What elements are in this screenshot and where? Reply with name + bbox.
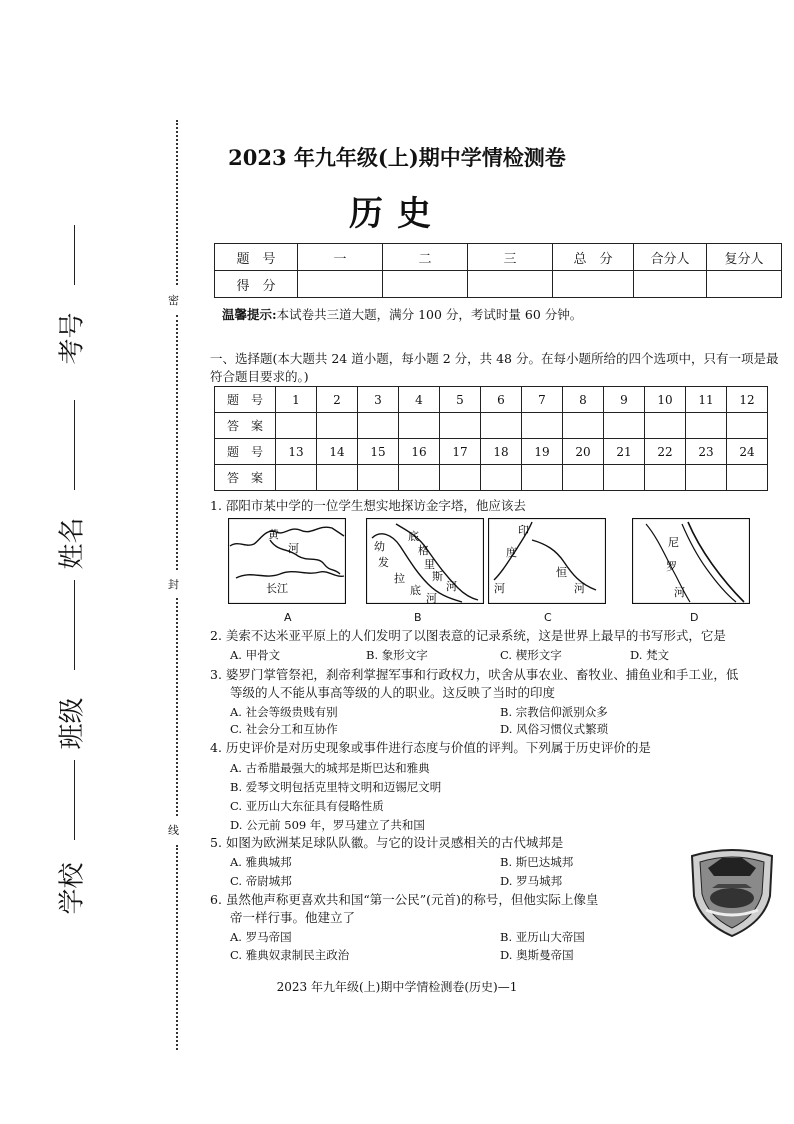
map-b-word: 发 [378,556,389,569]
answer-num: 7 [522,387,563,413]
answer-num: 3 [358,387,399,413]
map-b-word: 幼 [374,540,385,553]
map-c-india [488,518,606,604]
map-b-mesopotamia [366,518,484,604]
answer-num: 8 [563,387,604,413]
score-header-cell: 一 [298,244,383,271]
answer-cell[interactable] [399,413,440,439]
map-b-word: 格 [418,544,429,557]
section1-instructions: 一、选择题(本大题共 24 道小题，每小题 2 分，共 48 分。在每小题所给的四个选项中，只有一项是最符合题目要求的。) [210,351,779,384]
map-c-word: 印 [518,524,529,537]
answer-num: 5 [440,387,481,413]
tip-text: 本试卷共三道大题，满分 100 分，考试时量 60 分钟。 [276,307,583,322]
class-label: 班级 [57,697,88,750]
answer-cell[interactable] [440,465,481,491]
q3-option-b: B. 宗教信仰派别众多 [500,705,608,719]
q5-option-c: C. 帝尉城邦 [230,874,292,888]
score-cell[interactable] [468,271,553,298]
answer-cell[interactable] [399,465,440,491]
question-4: 4. 历史评价是对历史现象或事件进行态度与价值的评判。下列属于历史评价的是 [210,740,651,755]
score-row-label: 得 分 [215,271,298,298]
answer-cell[interactable] [563,413,604,439]
answer-table [214,386,768,491]
question-1: 1. 邵阳市某中学的一位学生想实地探访金字塔，他应该去 [210,498,526,513]
seal-char-xian: 线 [168,824,179,837]
answer-cell[interactable] [481,413,522,439]
q2-option-d: D. 梵文 [630,648,670,662]
map-d-label: D [690,611,699,624]
score-cell[interactable] [634,271,707,298]
answer-cell[interactable] [604,465,645,491]
answer-cell[interactable] [645,413,686,439]
exam-no-label: 考号 [57,312,88,365]
map-b-word: 底 [410,584,421,597]
answer-num: 18 [481,439,522,465]
map-b-word: 河 [446,580,457,593]
map-a-label: A [284,611,292,624]
name-label: 姓名 [57,517,88,570]
answer-num: 13 [276,439,317,465]
score-cell[interactable] [707,271,782,298]
map-b-word: 斯 [432,570,443,583]
q6-option-a: A. 罗马帝国 [230,930,292,944]
map-b-word: 里 [424,558,435,571]
answer-num: 11 [686,387,727,413]
score-header-cell: 二 [383,244,468,271]
question-5: 5. 如图为欧洲某足球队队徽。与它的设计灵感相关的古代城邦是 [210,835,564,850]
seal-char-feng: 封 [168,578,179,591]
seal-dotted-line-upper [176,315,178,570]
answer-num: 1 [276,387,317,413]
map-a-word: 河 [288,542,299,555]
score-header-cell: 合分人 [634,244,707,271]
answer-num: 15 [358,439,399,465]
answer-num: 23 [686,439,727,465]
q6-option-c: C. 雅典奴隶制民主政治 [230,948,350,962]
map-b-word: 河 [426,592,437,604]
map-d-word: 河 [674,586,685,599]
answer-num: 14 [317,439,358,465]
score-header-cell: 三 [468,244,553,271]
answer-cell[interactable] [727,465,768,491]
subject-title: 历史 [349,194,445,234]
answer-num: 21 [604,439,645,465]
answer-cell[interactable] [686,465,727,491]
page-footer: 2023 年九年级(上)期中学情检测卷(历史)—1 [276,980,518,994]
map-b-word: 底 [408,530,419,543]
answer-cell[interactable] [358,413,399,439]
score-header-cell: 总 分 [553,244,634,271]
map-c-word: 度 [506,546,517,559]
answer-num: 12 [727,387,768,413]
answer-num-label: 题 号 [215,439,276,465]
q3-option-c: C. 社会分工和互协作 [230,722,338,736]
answer-cell[interactable] [645,465,686,491]
answer-cell[interactable] [686,413,727,439]
score-header-cell: 题 号 [215,244,298,271]
q2-option-b: B. 象形文字 [366,648,428,662]
map-c-word: 恒 [556,566,567,579]
answer-num: 9 [604,387,645,413]
score-table [214,243,782,298]
map-c-word: 河 [574,582,585,595]
answer-num: 2 [317,387,358,413]
score-cell[interactable] [553,271,634,298]
answer-cell[interactable] [727,413,768,439]
answer-cell[interactable] [440,413,481,439]
answer-cell[interactable] [276,465,317,491]
map-a-word: 黄 [268,528,279,541]
answer-num: 17 [440,439,481,465]
answer-row-label: 答 案 [215,413,276,439]
q4-option-d: D. 公元前 509 年，罗马建立了共和国 [230,818,425,832]
seal-dotted-line-lower [176,598,178,816]
answer-num: 24 [727,439,768,465]
score-cell[interactable] [383,271,468,298]
map-d-egypt [632,518,750,604]
answer-cell[interactable] [358,465,399,491]
q4-option-a: A. 古希腊最强大的城邦是斯巴达和雅典 [230,761,430,775]
map-d-word: 尼 [668,536,679,549]
question-3-line2: 等级的人不能从事高等级的人的职业。这反映了当时的印度 [230,685,556,700]
q4-option-b: B. 爱琴文明包括克里特文明和迈锡尼文明 [230,780,442,794]
class-line [74,580,75,670]
answer-cell[interactable] [522,413,563,439]
exam-title: 2023 年九年级(上)期中学情检测卷 [228,145,566,170]
name-line [74,400,75,490]
q4-option-c: C. 亚历山大东征具有侵略性质 [230,799,384,813]
q3-option-d: D. 风俗习惯仪式繁琐 [500,722,609,736]
answer-cell[interactable] [276,413,317,439]
answer-num: 4 [399,387,440,413]
answer-cell[interactable] [522,465,563,491]
answer-cell[interactable] [563,465,604,491]
map-b-word: 拉 [394,572,405,585]
question-2: 2. 美索不达米亚平原上的人们发明了以图表意的记录系统，这是世界上最早的书写形式，它是 [210,628,726,643]
q6-option-b: B. 亚历山大帝国 [500,930,585,944]
question-3-line1: 3. 婆罗门掌管祭祀，刹帝利掌握军事和行政权力，吠舍从事农业、畜牧业、捕鱼业和手工业，低 [210,667,739,682]
q6-option-d: D. 奥斯曼帝国 [500,948,574,962]
answer-num: 19 [522,439,563,465]
school-line [74,760,75,840]
seal-dotted-line-bottom [176,845,178,1050]
answer-cell[interactable] [604,413,645,439]
q2-option-c: C. 楔形文字 [500,648,562,662]
answer-cell[interactable] [317,413,358,439]
question-6-line1: 6. 虽然他声称更喜欢共和国“第一公民”(元首)的称号，但他实际上像皇 [210,892,599,907]
answer-num: 20 [563,439,604,465]
q5-option-d: D. 罗马城邦 [500,874,563,888]
answer-num-label: 题 号 [215,387,276,413]
map-b-label: B [414,611,422,624]
football-club-badge-icon [682,840,782,940]
answer-num: 6 [481,387,522,413]
answer-row-label: 答 案 [215,465,276,491]
answer-cell[interactable] [317,465,358,491]
map-d-word: 罗 [666,560,677,573]
answer-cell[interactable] [481,465,522,491]
q5-option-a: A. 雅典城邦 [230,855,292,869]
answer-num: 16 [399,439,440,465]
score-header-cell: 复分人 [707,244,782,271]
map-c-word: 河 [494,582,505,595]
map-a-china [228,518,346,604]
map-a-word: 长江 [266,582,288,595]
score-cell[interactable] [298,271,383,298]
answer-num: 10 [645,387,686,413]
question-6-line2: 帝一样行事。他建立了 [230,910,356,925]
answer-num: 22 [645,439,686,465]
map-c-label: C [544,611,552,624]
school-label: 学校 [57,862,88,915]
q5-option-b: B. 斯巴达城邦 [500,855,574,869]
tip-label: 温馨提示: [222,307,277,322]
seal-char-mi: 密 [168,294,179,307]
q3-option-a: A. 社会等级贵贱有别 [230,705,338,719]
exam-tip [222,305,582,323]
q2-option-a: A. 甲骨文 [230,648,281,662]
